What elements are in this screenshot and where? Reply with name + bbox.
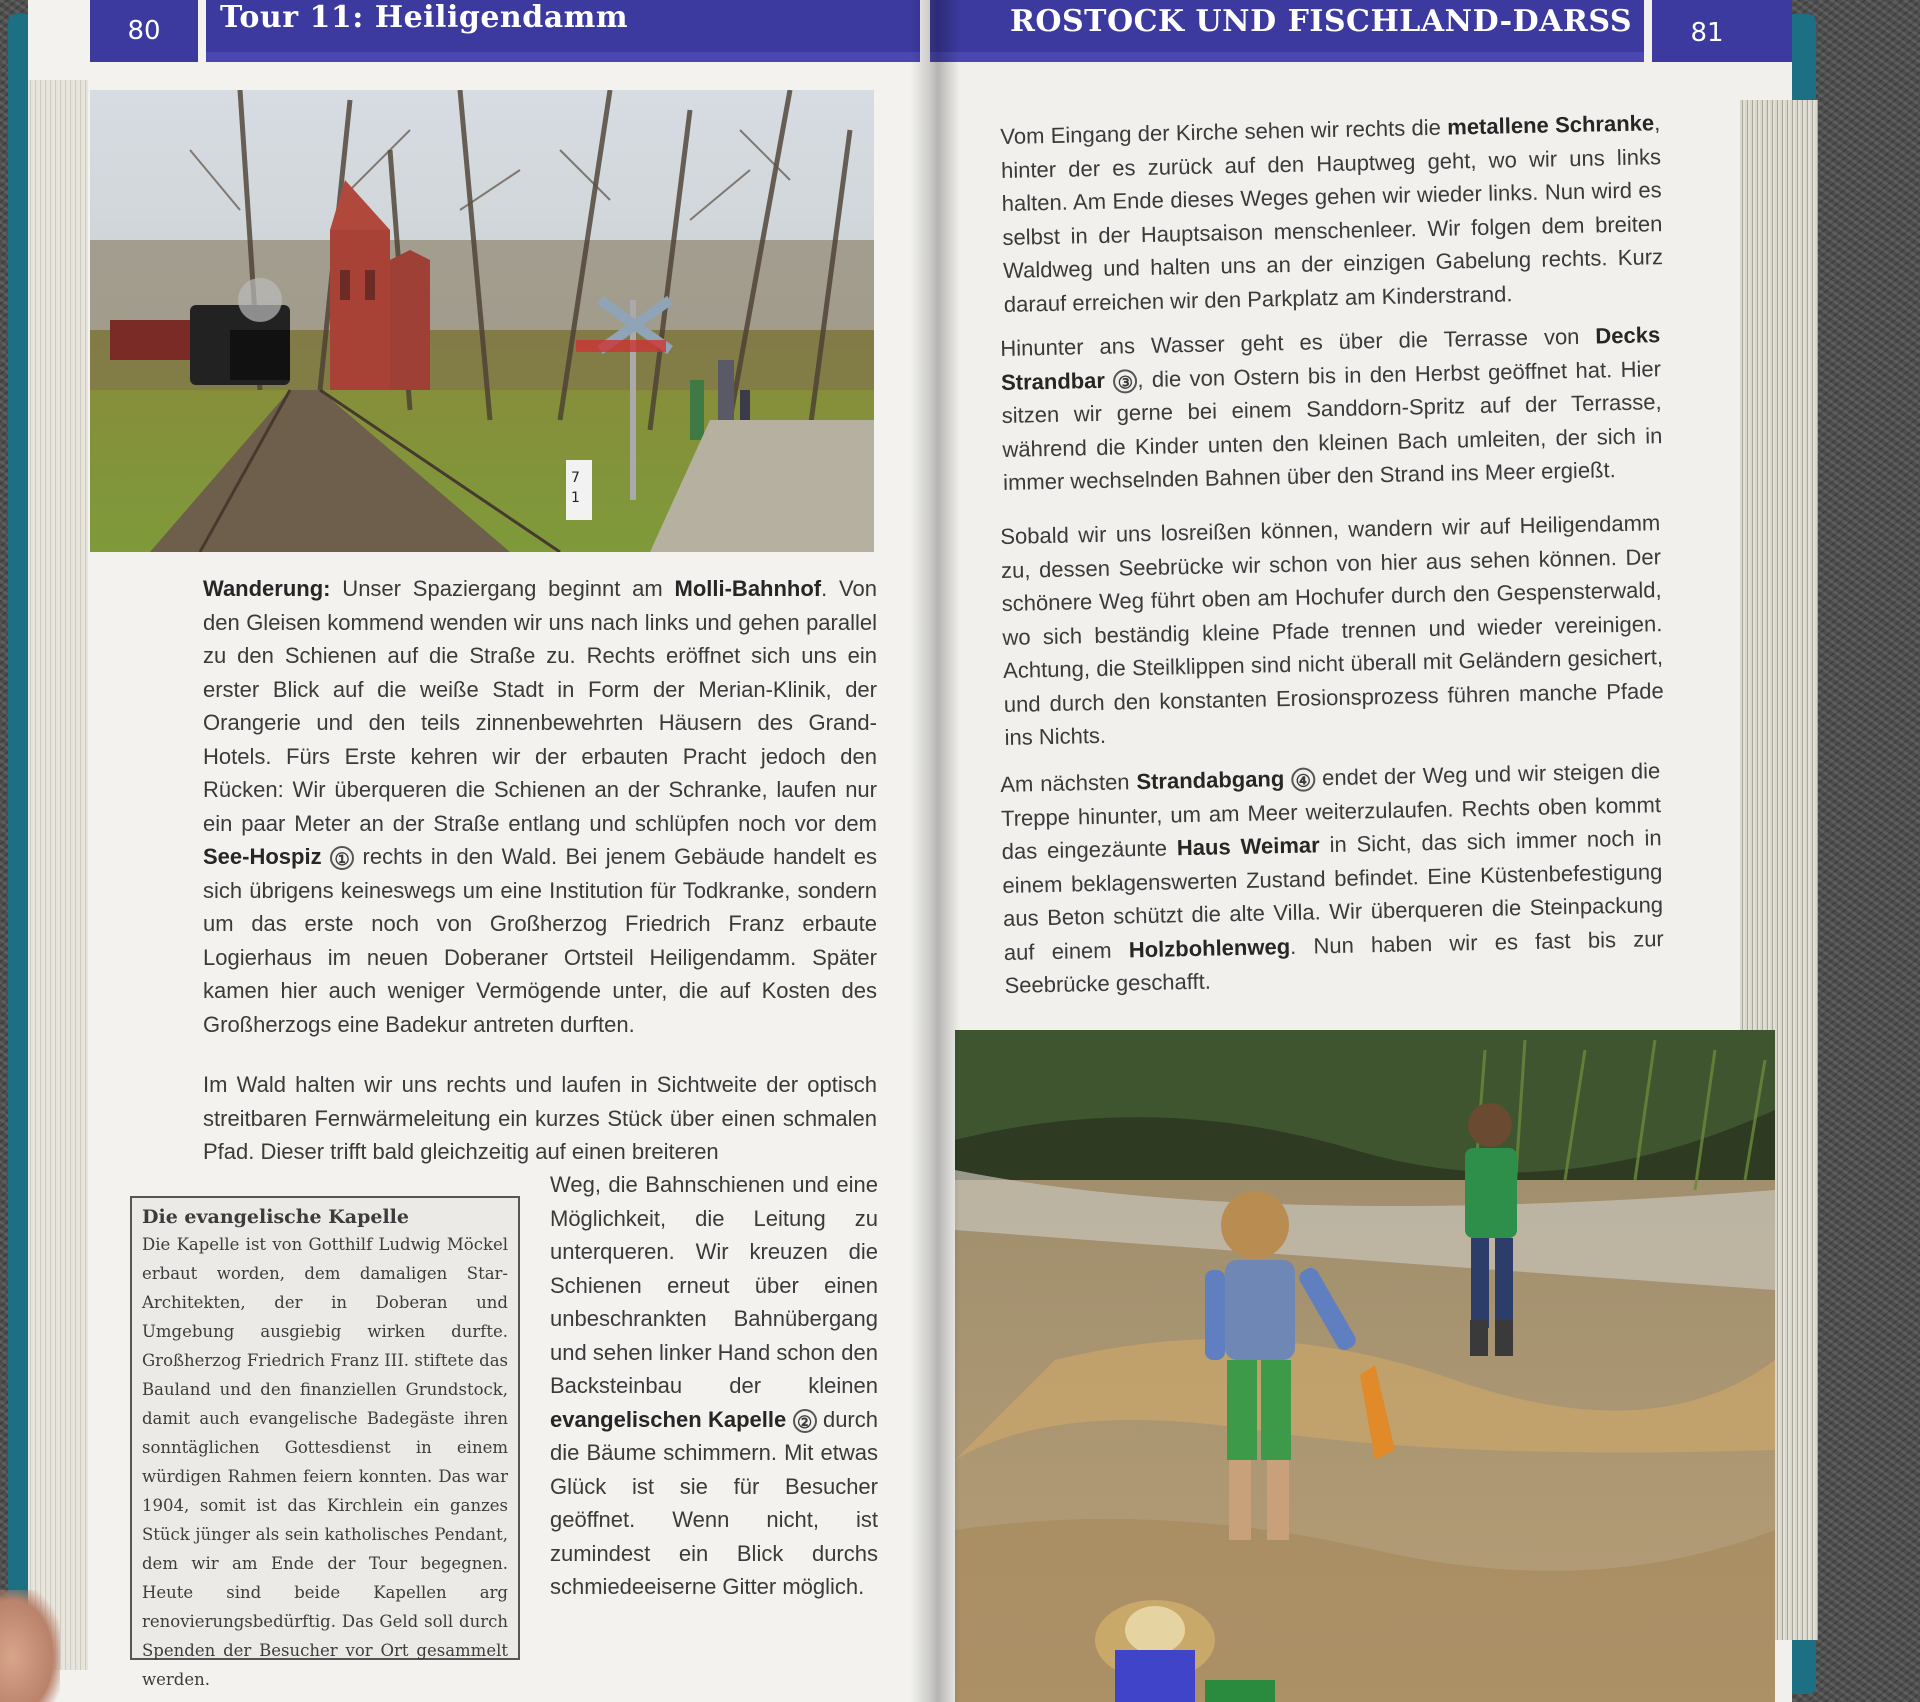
right-page-header <box>930 0 1792 62</box>
train-photo <box>90 90 874 552</box>
paragraph-strandabgang: Am nächsten Strandabgang ④ endet der Weg und wir steigen die Treppe hinunter, um am Meer weiterzulaufen. Rechts oben kommt das eingezäunte Haus Weimar in Sicht, das sich immer noch in einem beklagenswerten Zustand befindet. Eine Küstenbefestigung aus Beton schützt die alte Villa. Wir überqueren die Steinpackung auf einem Holzbohlenweg. Nun haben wir es fast bis zur Seebrücke geschafft. <box>1000 758 1664 998</box>
waypoint-marker: ① <box>330 846 354 870</box>
header-divider <box>1644 0 1652 62</box>
section-title: ROSTOCK UND FISCHLAND-DARSS <box>1009 4 1632 39</box>
header-underbar <box>930 52 1644 62</box>
paragraph-schranke: Vom Eingang der Kirche sehen wir rechts die metallene Schranke, hinter der es zurück auf den Hauptweg geht, wo wir uns links halten. Am Ende dieses Weges gehen wir wieder links. Nun wird es selbst in der Hauptsaison menschenleer. Wir folgen dem breiten Waldweg und halten uns an der einzigen Gabelung rechts. Kurz darauf erreichen wir den Parkplatz am Kinderstrand. <box>1000 110 1664 317</box>
info-box-kapelle <box>130 1196 520 1689</box>
beach-photo-image <box>955 1030 1775 1702</box>
waypoint-marker: ② <box>793 1409 817 1433</box>
train-photo-image <box>90 90 874 552</box>
paragraph-kapelle: Weg, die Bahnschienen und eine Möglichkeit, die Leitung zu unterqueren. Wir kreuzen die Schienen erneut über einen unbeschrankten Bahnübergang und sehen linker Hand schon den Backsteinbau der kleinen evangelischen Kapelle ② durch die Bäume schimmern. Mit etwas Glück ist sie für Besucher geöffnet. Wenn nicht, ist zumindest ein Blick durchs schmiedeeiserne Gitter möglich. <box>550 1172 878 1599</box>
thumb <box>0 1590 60 1702</box>
page-title: Tour 11: Heiligendamm <box>220 0 629 35</box>
header-divider <box>198 0 206 62</box>
info-box-text: Die Kapelle ist von Gotthilf Ludwig Möckel erbaut worden, dem damaligen Star-Architekten, der in Doberan und Umgebung ausgiebig wirken durfte. Großherzog Friedrich Franz III. stiftete das Bauland und den finanziellen Grundstock, damit auch evangelische Badegäste ihren sonntäglichen Gottesdienst in einem würdigen Rahmen feiern konnten. Das war 1904, somit ist das Kirchlein ein ganzes Stück jünger als sein katholisches Pendant, dem wir am Ende der Tour begegnen. Heute sind beide Kapellen arg renovierungsbedürftig. Das Geld soll durch Spenden der Besucher vor Ort gesammelt werden. <box>142 1235 508 1689</box>
info-box-title: Die evangelische Kapelle <box>142 1206 409 1228</box>
waypoint-marker: ④ <box>1291 768 1315 792</box>
waypoint-marker: ③ <box>1113 369 1137 393</box>
beach-photo <box>955 1030 1775 1702</box>
sign-text: 7 <box>571 470 580 486</box>
page-number: 81 <box>1690 18 1724 48</box>
svg-text:1: 1 <box>571 490 580 506</box>
header-underbar <box>206 52 920 62</box>
book-gutter <box>910 0 960 1702</box>
left-page-header <box>90 0 920 62</box>
paragraph-wald: Im Wald halten wir uns rechts und laufen in Sichtweite der optisch streitbaren Fernwärmeleitung ein kurzes Stück über einen schmalen Pfad. Dieser trifft bald gleichzeitig auf einen breiteren <box>203 1072 877 1164</box>
left-page-edges <box>28 80 88 1670</box>
paragraph-strandbar: Hinunter ans Wasser geht es über die Terrasse von Decks Strandbar ③ , die von Ostern bis in den Herbst geöffnet hat. Hier sitzen wir gerne bei einem Sanddorn-Spritz auf der Terrasse, während die Kinder unten den kleinen Bach umleiten, der sich in immer wechselnden Bahnen über den Strand ins Meer ergießt. <box>1000 322 1663 495</box>
paragraph-wanderung: Wanderung: Unser Spaziergang beginnt am Molli-Bahnhof. Von den Gleisen kommend wenden wir uns nach links und gehen parallel zu den Schienen auf die Straße zu. Rechts eröffnet sich uns ein erster Blick auf die weiße Stadt in Form der Merian-Klinik, der Orangerie und den teils zinnenbewehrten Häusern des Grand-Hotels. Fürs Erste kehren wir der erbauten Pracht jedoch den Rücken: Wir überqueren die Schienen an der Schranke, laufen nur ein paar Meter an der Straße entlang und schlüpfen noch vor dem See-Hospiz ① rechts in den Wald. Bei jenem Gebäude handelt es sich übrigens keineswegs um eine Institution für Todkranke, sondern um das erste noch von Großherzog Friedrich Franz erbaute Logierhaus im neuen Doberaner Ortsteil Heiligendamm. Später kamen hier auch weniger Vermögende unter, die auf Kosten des Großherzogs eine Badekur antreten durften. <box>203 576 877 1037</box>
page-number: 80 <box>127 16 161 46</box>
paragraph-gespensterwald: Sobald wir uns losreißen können, wandern wir auf Heiligendamm zu, dessen Seebrücke wir schon von hier aus sehen können. Der schönere Weg führt oben am Hochufer durch den Gespensterwald, wo sich beständig kleine Pfade trennen und wieder vereinigen. Achtung, die Steilklippen sind nicht überall mit Geländern gesichert, und durch den konstanten Erosionsprozess führen manche Pfade ins Nichts. <box>1000 510 1664 750</box>
